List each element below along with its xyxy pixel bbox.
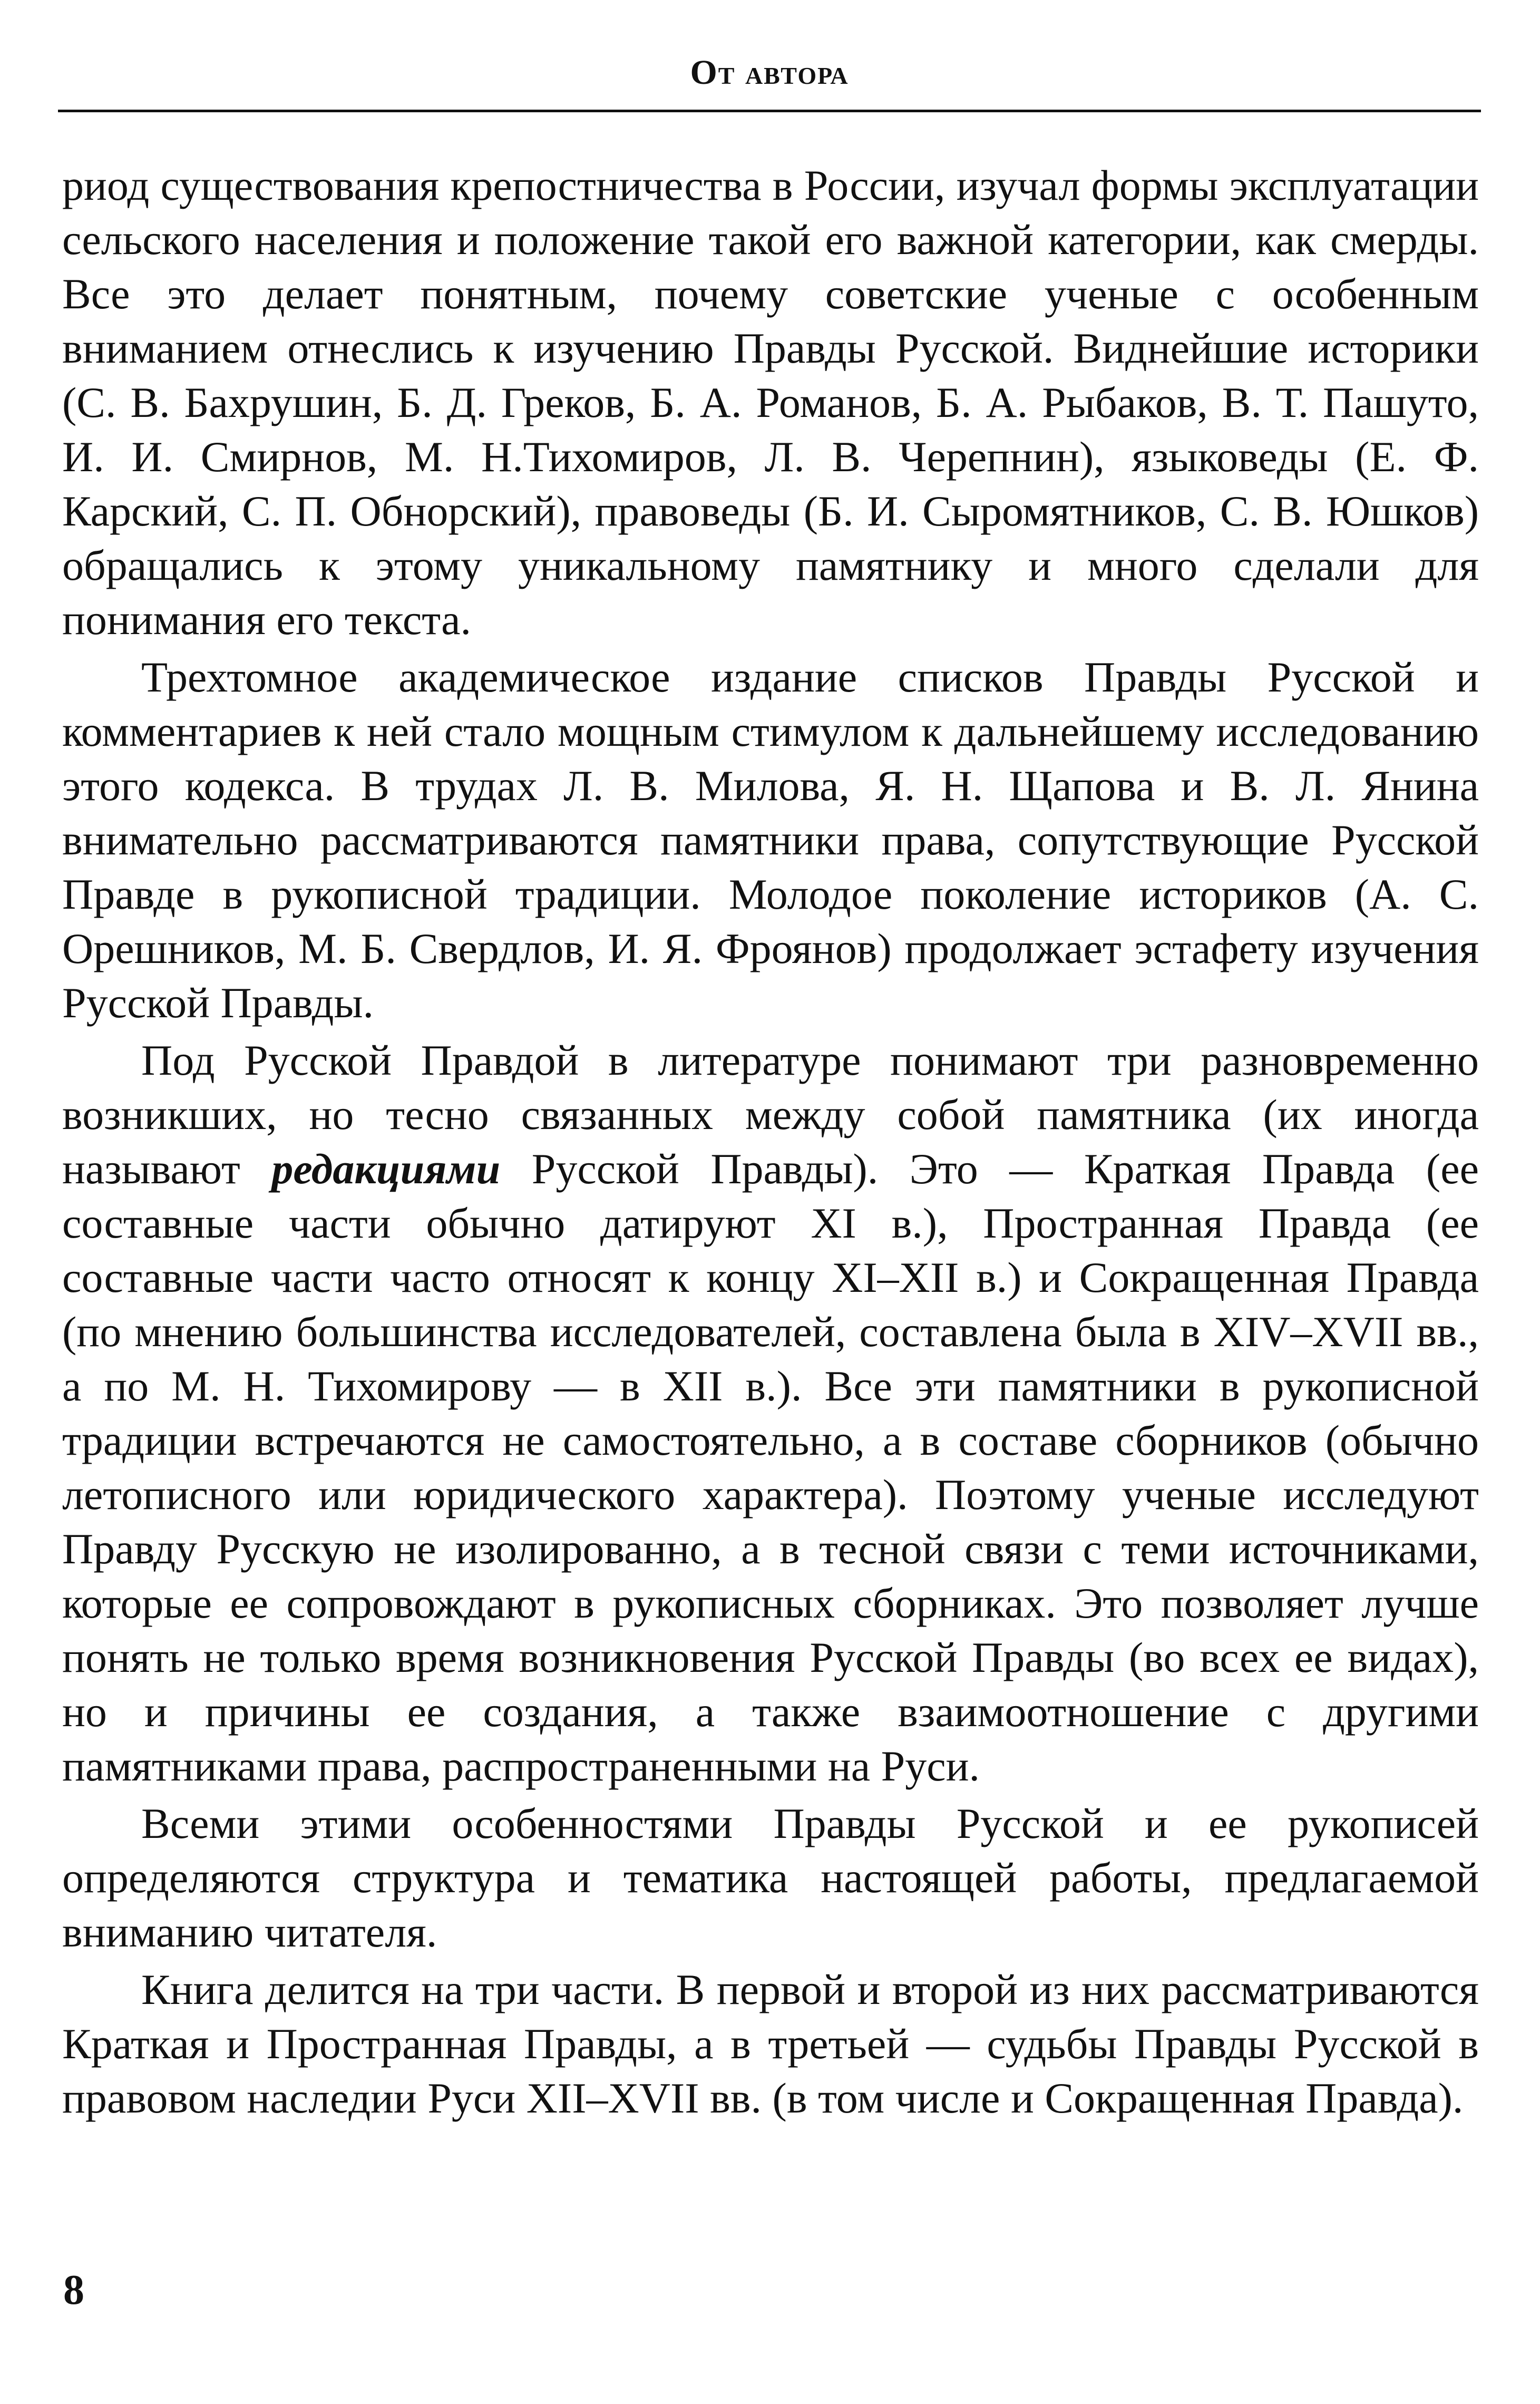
paragraph-3-emphasis: редакциями bbox=[271, 1145, 501, 1193]
running-head: От автора bbox=[690, 53, 849, 92]
paragraph-5: Книга делится на три части. В первой и второй из них рассматриваются Краткая и Пространная Правды, а в третьей — судьбы Правды Русской в правовом наследии Руси XII–XVII вв. (в том числе и Сокращенная Правда). bbox=[62, 1965, 1479, 2122]
paragraph-2: Трехтомное академическое издание списков Правды Русской и комментариев к ней стало мощным стимулом к дальнейшему исследованию этого кодекса. В трудах Л. В. Милова, Я. Н. Щапова и В. Л. Янина внимательно рассматриваются памятники права, сопутствующие Русской Правде в рукописной традиции. Молодое поколение историков (А. С. Орешников, М. Б. Свердлов, И. Я. Фроянов) продолжает эстафету изучения Русской Правды. bbox=[62, 653, 1479, 1027]
paragraph-4: Всеми этими особенностями Правды Русской и ее рукописей определяются структура и тематика настоящей работы, предлагаемой вниманию читателя. bbox=[62, 1799, 1479, 1956]
paragraph-3-text-before: Под Русской Правдой в литературе понимают три разновременно возникших, но тесно связанных между собой памятника (их иногда называют bbox=[62, 1036, 1479, 1193]
paragraph-1: риод существования крепостничества в России, изучал формы эксплуатации сельского населения и положение такой его важной категории, как смерды. Все это делает понятным, почему советские ученые с особенным вниманием отнеслись к изучению Правды Русской. Виднейшие историки (С. В. Бахрушин, Б. Д. Греков, Б. А. Романов, Б. А. Рыбаков, В. Т. Пашуто, И. И. Смирнов, М. Н.Тихомиров, Л. В. Черепнин), языковеды (Е. Ф. Карский, С. П. Обнорский), правоведы (Б. И. Сыромятников, С. В. Юшков) обращались к этому уникальному памятнику и много сделали для понимания его текста. bbox=[62, 161, 1479, 644]
page-number: 8 bbox=[63, 2267, 84, 2313]
body-text bbox=[62, 158, 1479, 2125]
header-rule bbox=[58, 110, 1481, 112]
paragraph-3-text-after: Русской Правды). Это — Краткая Правда (ее составные части обычно датируют XI в.), Пространная Правда (ее составные части часто относят к концу XI–XII в.) и Сокращенная Правда (по мнению большинства исследователей, составлена была в XIV–XVII вв., а по М. Н. Тихомирову — в XII в.). Все эти памятники в рукописной традиции встречаются не самостоятельно, а в составе сборников (обычно летописного или юридического характера). Поэтому ученые исследуют Правду Русскую не изолированно, а в тесной связи с теми источниками, которые ее сопровождают в рукописных сборниках. Это позволяет лучше понять не только время возникновения Русской Правды (во всех ее видах), но и причины ее создания, а также взаимоотношение с другими памятниками права, распространенными на Руси. bbox=[62, 1145, 1479, 1790]
paragraph-3 bbox=[62, 1033, 1479, 1793]
